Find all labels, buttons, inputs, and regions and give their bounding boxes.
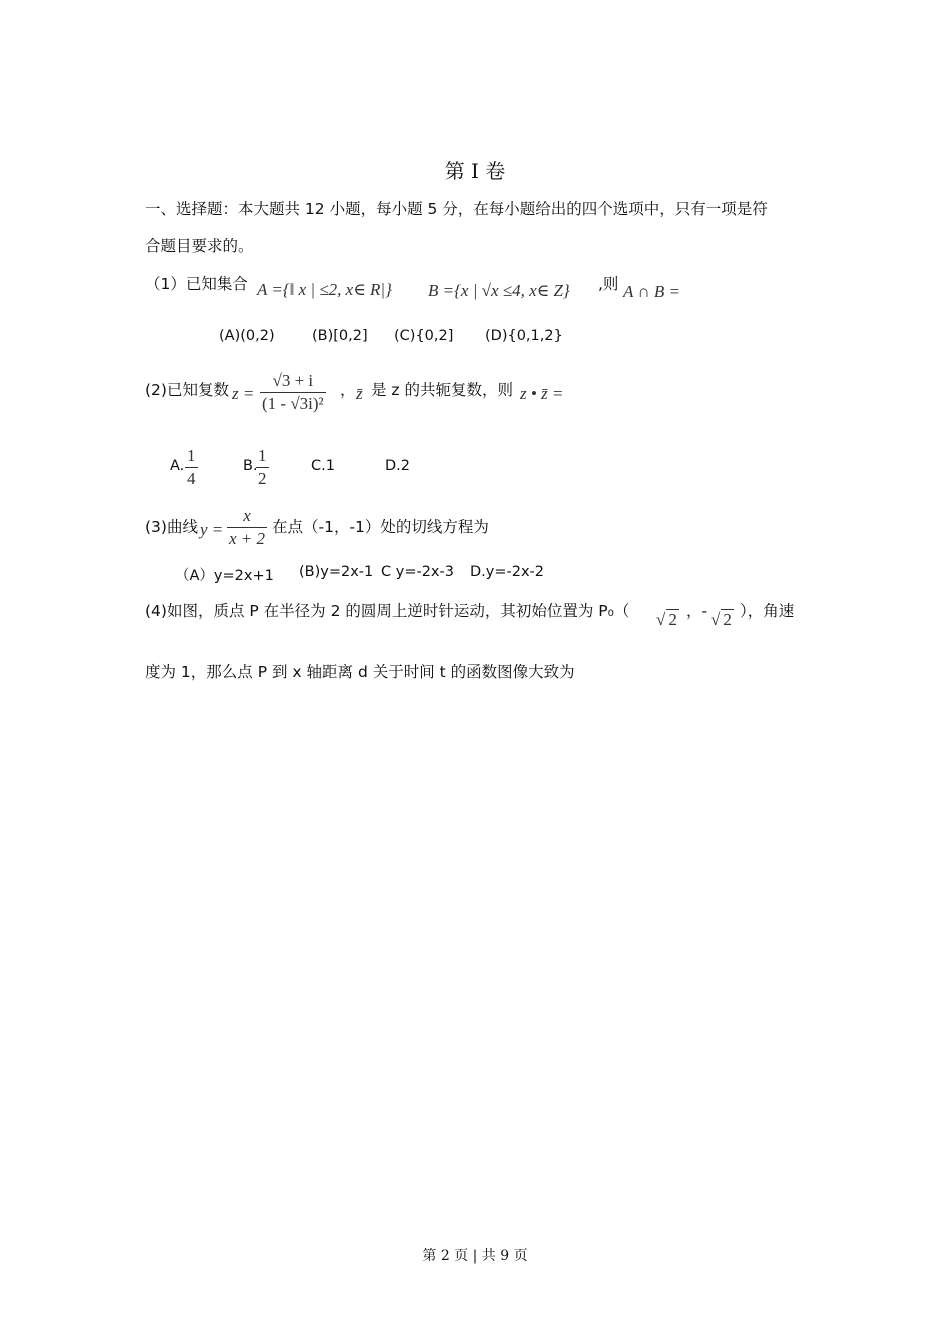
question-2-product: z • z̄ = — [520, 384, 564, 403]
question-3-fraction — [227, 505, 267, 550]
question-3-denominator: x + 2 — [229, 529, 266, 548]
section-intro-line2: 合题目要求的。 — [145, 237, 254, 255]
page-title: 第 I 卷 — [444, 159, 506, 183]
question-3-option-d: D.y=-2x-2 — [470, 564, 545, 580]
question-2-option-d: D.2 — [385, 458, 410, 474]
question-4-line1-prefix: (4)如图，质点 P 在半径为 2 的圆周上逆时针运动，其初始位置为 P₀（ — [145, 602, 630, 620]
question-2-denominator: (1 - √3i)² — [262, 394, 324, 413]
question-2-option-b-fraction: $\frac{1}{2}$ — [258, 446, 267, 488]
question-3-suffix: 在点（-1，-1）处的切线方程为 — [272, 518, 489, 536]
question-2-fraction — [260, 370, 326, 415]
question-1-intersection: A ∩ B = — [623, 282, 680, 301]
section-intro-line1: 一、选择题：本大题共 12 小题，每小题 5 分，在每小题给出的四个选项中，只有一项是符 — [145, 200, 768, 218]
question-3-option-b: (B)y=2x-1 — [299, 564, 374, 580]
question-1-prefix: （1）已知集合 — [145, 275, 248, 293]
question-2-option-a-label: A. — [170, 458, 185, 474]
question-2-option-c: C.1 — [311, 458, 335, 474]
question-1-set-b: B ={x | √x ≤4, x∈ Z} — [428, 281, 570, 300]
question-4-root2: √ 2 — [711, 610, 732, 629]
question-2-comma: ， — [340, 381, 356, 399]
question-4-line2: 度为 1，那么点 P 到 x 轴距离 d 关于时间 t 的函数图像大致为 — [145, 663, 575, 681]
question-1-set-a: A ={‖ x | ≤2, x∈ R|} — [257, 280, 392, 299]
question-1-option-b: (B)[0,2] — [312, 328, 368, 344]
question-3-lhs: y = — [200, 520, 224, 539]
question-2-numerator: √3 + i — [272, 371, 314, 390]
question-4-line1-suffix: ），角速 — [740, 602, 795, 620]
question-2-option-b-label: B. — [243, 458, 258, 474]
question-4-separator: ，- — [686, 602, 708, 620]
question-1-option-a: (A)(0,2) — [219, 328, 275, 344]
question-4-root1: √ 2 — [656, 610, 677, 629]
question-2-z-lhs: z = — [232, 384, 255, 403]
question-3-prefix: (3)曲线 — [145, 518, 198, 536]
page-footer: 第 2 页 | 共 9 页 — [422, 1248, 528, 1264]
question-2-conj-text: 是 z 的共轭复数，则 — [371, 381, 513, 399]
question-2-prefix: (2)已知复数 — [145, 381, 229, 399]
question-1-option-d: (D){0,1,2} — [485, 328, 563, 344]
question-3-option-a: （A）y=2x+1 — [175, 568, 274, 584]
question-1-then: ,则 — [598, 275, 619, 293]
question-3-numerator: x — [243, 506, 251, 525]
question-3-option-c: C y=-2x-3 — [381, 564, 454, 580]
question-2-option-a-fraction: $\frac{1}{4}$ — [187, 446, 196, 488]
question-2-z-bar: z̄ — [356, 384, 363, 403]
question-1-option-c: (C){0,2] — [394, 328, 454, 344]
